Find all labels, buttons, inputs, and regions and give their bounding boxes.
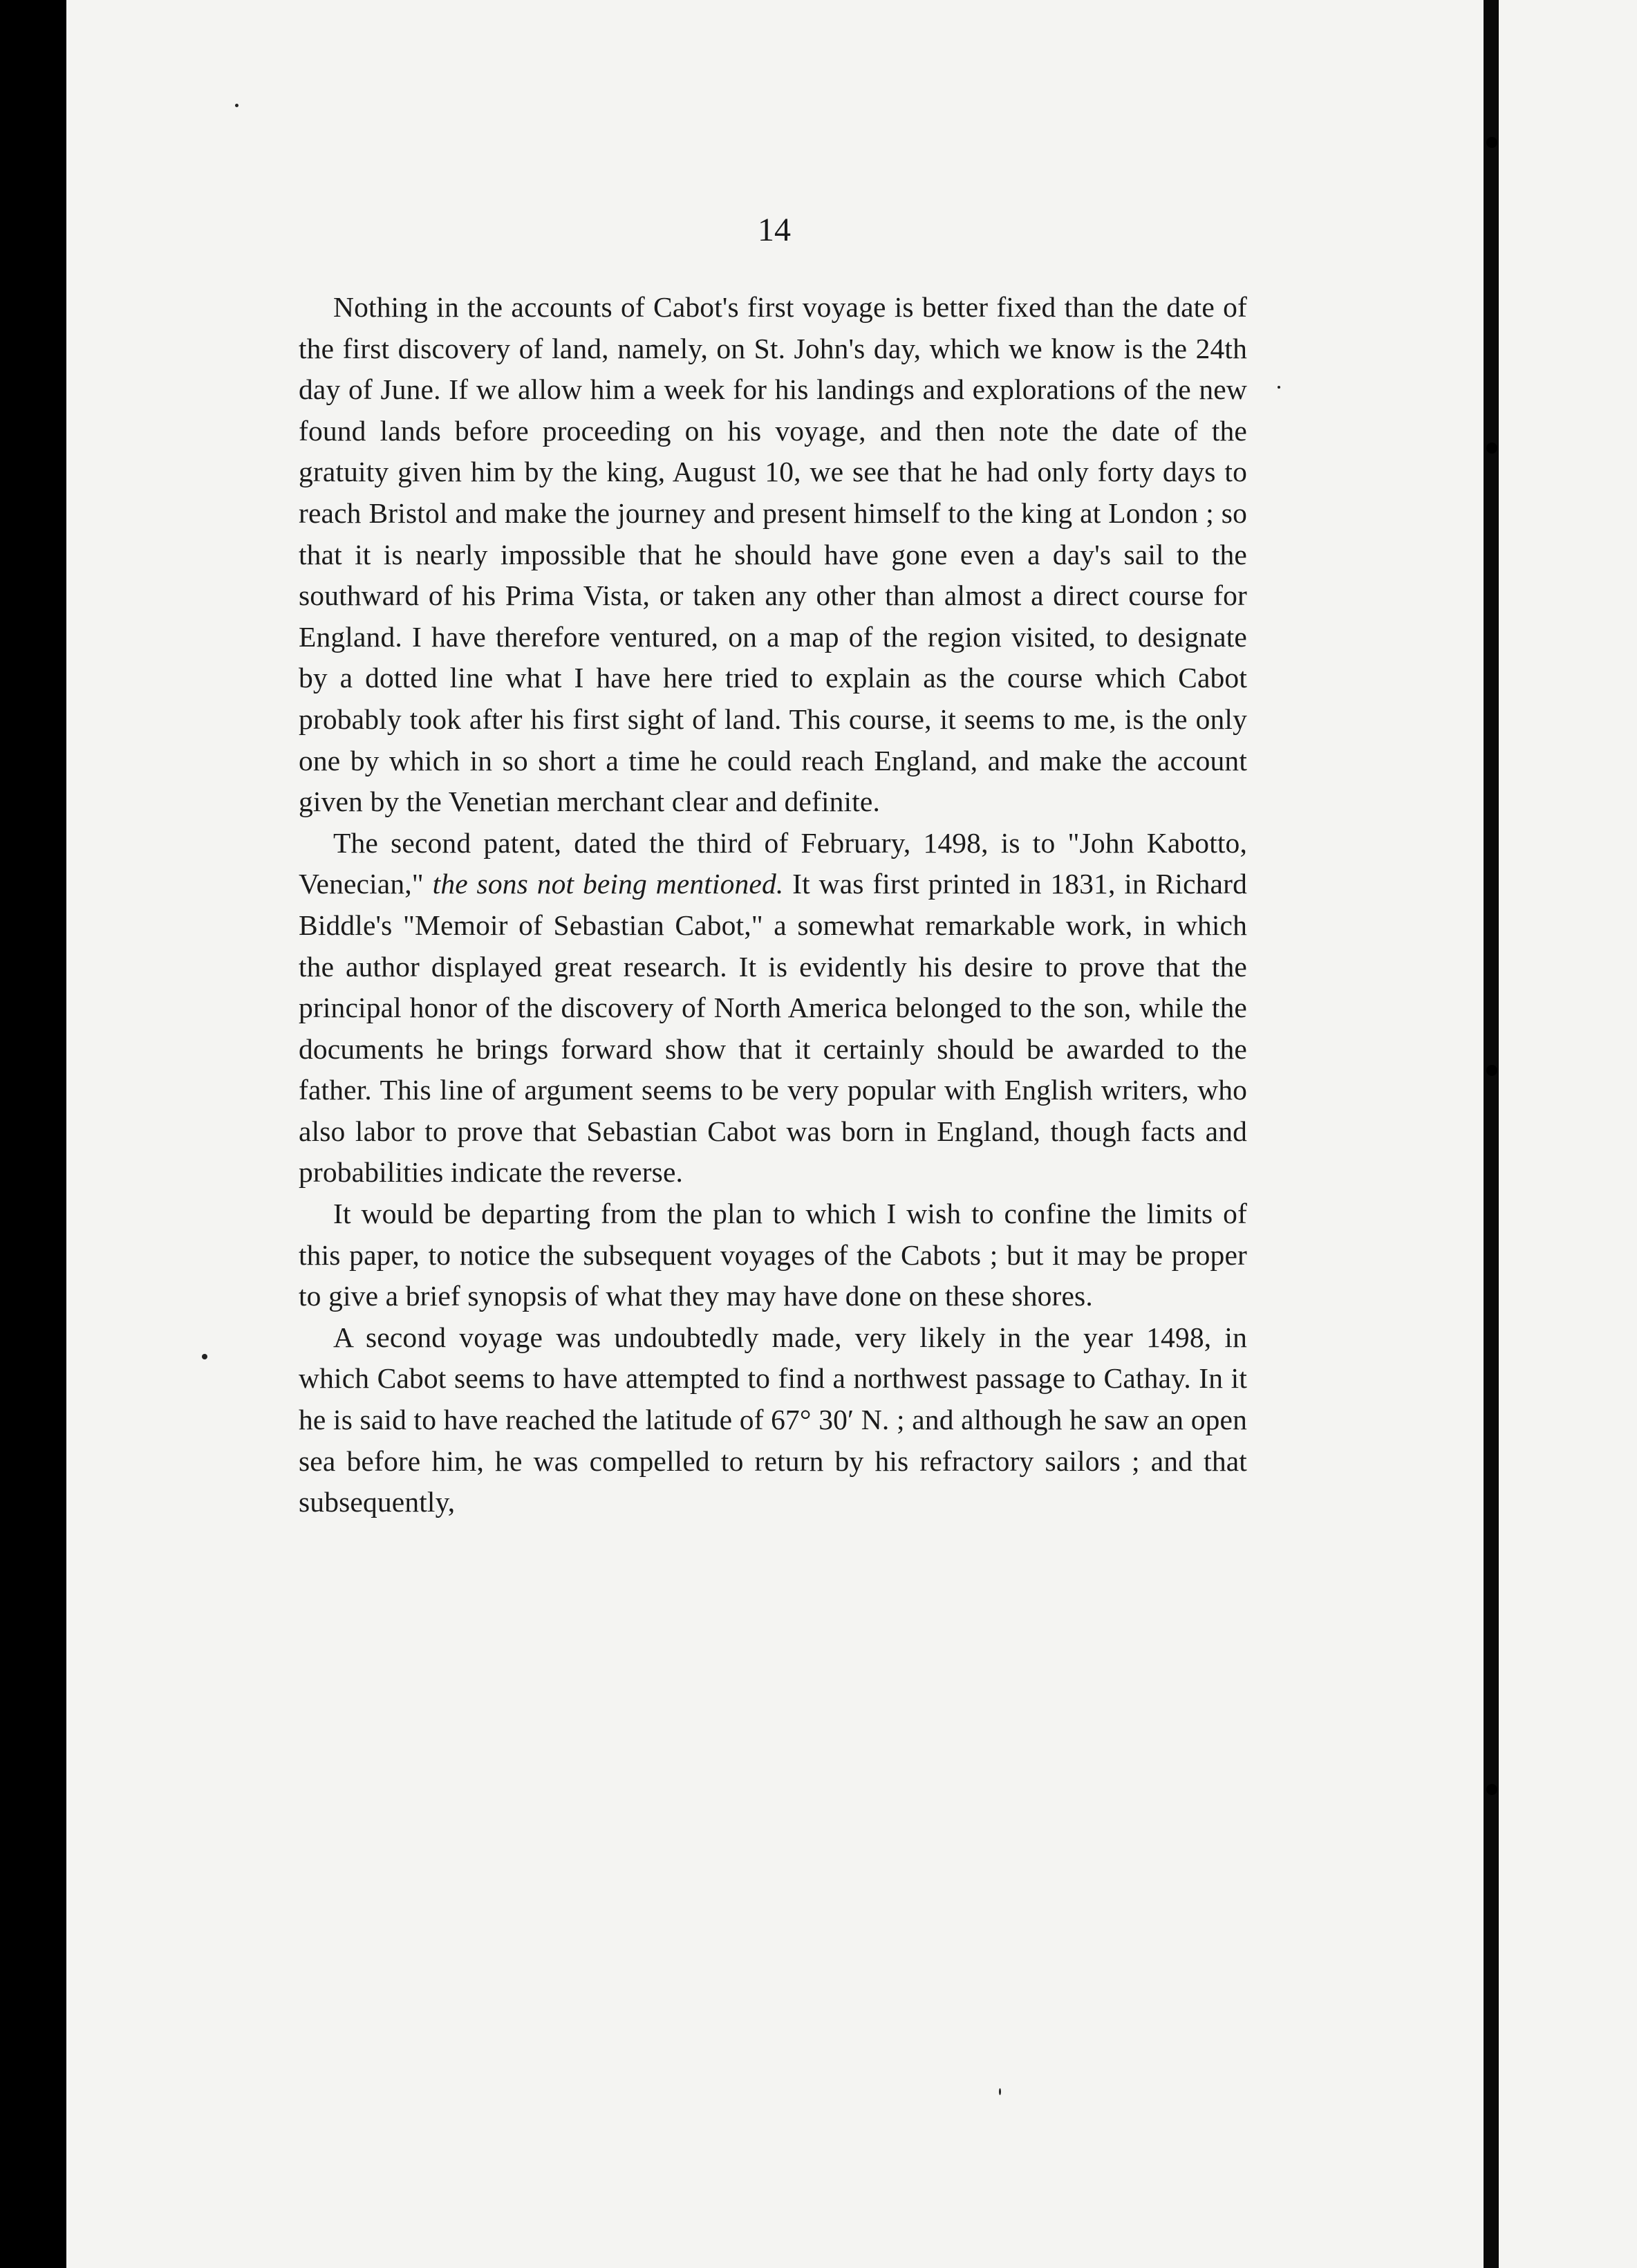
paper-speck [235, 104, 238, 107]
paragraph: Nothing in the accounts of Cabot's first voyage is better fixed than the date of the first discovery of land, namely, on St. John's day, which we know is the 24th day of June. If we allow him a week for his landings and explorations of the new found lands before proceeding on his voyage, and then note the date of the gratuity given him by the king, August 10, we see that he had only forty days to reach Bristol and make the journey and present himself to the king at London ; so that it is nearly impossible that he should have gone even a day's sail to the southward of his Prima Vista, or taken any other than almost a direct course for England. I have therefore ventured, on a map of the region visited, to designate by a dotted line what I have here tried to explain as the course which Cabot probably took after his first sight of land. This course, it seems to me, is the only one by which in so short a time he could reach England, and make the account given by the Venetian merchant clear and definite. [299, 291, 1247, 818]
paragraph: A second voyage was undoubtedly made, very likely in the year 1498, in which Cabot seems to have attempted to find a northwest passage to Cathay. In it he is said to have reached the latitude of 67° 30′ N. ; and although he saw an open sea before him, he was compelled to return by his refractory sailors ; and that subsequently, [299, 1321, 1247, 1518]
paper-speck [202, 1354, 207, 1359]
binding-stitch-mark [1486, 443, 1497, 454]
paragraph [299, 823, 1247, 1193]
paper-speck [1278, 386, 1280, 389]
page-number: 14 [758, 212, 791, 248]
binding-stitch-mark [1486, 137, 1497, 148]
paper-speck [999, 2088, 1001, 2095]
paragraph-text: The second patent, dated the third of February, 1498, is to "John Kabotto, Venecian," [299, 826, 1247, 900]
italic-phrase: the sons not being mentioned. [432, 868, 784, 900]
binding-stitch-mark [1486, 1065, 1497, 1076]
page-gutter [1484, 0, 1499, 2268]
paragraph-text: It was first printed in 1831, in Richard Biddle's "Memoir of Sebastian Cabot," a somewhat remarkable work, in which the author displayed great research. It is evidently his desire to prove that the principal honor of the discovery of North America belonged to the son, while the documents he brings forward show that it certainly should be awarded to the father. This line of argument seems to be very popular with English writers, who also labor to prove that Sebastian Cabot was born in England, though facts and probabilities indicate the reverse. [299, 868, 1247, 1189]
body-text [299, 287, 1247, 1523]
binding-stitch-mark [1486, 1784, 1497, 1795]
paragraph: It would be departing from the plan to which I wish to confine the limits of this paper, to notice the subsequent voyages of the Cabots ; but it may be proper to give a brief synopsis of what they may have done on these shores. [299, 1198, 1247, 1312]
facing-page-edge [1499, 0, 1637, 2268]
